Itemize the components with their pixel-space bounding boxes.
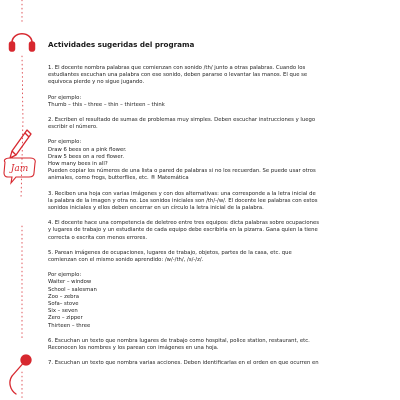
example-line: How many bees in all? (48, 161, 108, 168)
example-line: Waiter – window (48, 279, 92, 286)
activity-3-line: la palabra de la imagen y otra no. Los sonidos iniciales son /th/-/w/. El docente lee palabras con estos (48, 197, 318, 204)
activity-3-line: sonidos iniciales y ellos deben encerrar en un círculo la letra inicial de la palabra. (48, 205, 264, 212)
activity-2 (48, 117, 390, 131)
headphones-icon (10, 34, 35, 51)
microphone-icon (10, 355, 31, 394)
activity-5-line: 5. Parean imágenes de ocupaciones, lugares de trabajo, objetos, partes de la casa, etc. que (48, 249, 292, 256)
activity-5 (48, 250, 390, 264)
activity-3-line: 3. Reciben una hoja con varias imágenes y con dos alternativas: una corresponde a la letra inicial de (48, 190, 316, 197)
activity-2-line: 2. Escriben el resultado de sumas de problemas muy simples. Deben escuchar instrucciones y luego (48, 117, 316, 124)
example-line: Sofa– stove (48, 301, 79, 308)
activity-6-line: Reconocen los nombres y los parean con imágenes en una hoja. (48, 345, 219, 352)
bubble-text: Jam (10, 164, 29, 174)
example-line: Zoo – zebra (48, 293, 79, 300)
example-line: Draw 6 bees on a pink flower. (48, 146, 127, 153)
example-text: Thumb – this – three – thin – thirteen – think (48, 101, 165, 108)
activity-4-line: 4. El docente hace una competencia de deletreo entre tres equipos: dicta palabras sobre ocupaciones (48, 220, 320, 227)
example-line: Zero – zipper (48, 315, 83, 322)
example-line: School – salesman (48, 286, 97, 293)
document-body (48, 40, 390, 376)
activity-1 (48, 65, 390, 87)
example-line: Thirteen – three (48, 322, 91, 329)
activity-1-example (48, 95, 390, 109)
example-line: Six – seven (48, 308, 78, 315)
speech-bubble-icon (4, 158, 35, 183)
example-label: Por ejemplo: (48, 139, 82, 146)
dotted-guide-line (21, 0, 23, 400)
activity-6-line: 6. Escuchan un texto que nombra lugares de trabajo como hospital, police station, restaurant, etc. (48, 337, 310, 344)
example-line: animales, como frogs, butterflies, etc. ® Matemática (48, 175, 189, 182)
activity-2-line: escribir el número. (48, 124, 98, 131)
activity-3 (48, 191, 390, 213)
example-label: Por ejemplo: (48, 94, 82, 101)
example-line: Draw 5 bees on a red flower. (48, 153, 125, 160)
activity-4-line: correcta o escrita con menos errores. (48, 234, 148, 241)
decorative-margin (0, 0, 40, 400)
activity-4 (48, 220, 390, 242)
activity-1-line: 1. El docente nombra palabras que comienzan con sonido /th/ junto a otras palabras. Cuando los (48, 65, 306, 71)
activity-7 (48, 360, 390, 367)
activity-4-line: y lugares de trabajo y un estudiante de cada equipo debe escribirla en la pizarra. Gana quien la tiene (48, 227, 318, 234)
activity-5-example (48, 272, 390, 330)
activity-1-line: equivoca pierde y no sigue jugando. (48, 79, 145, 86)
activity-2-example (48, 139, 390, 182)
example-line: Pueden copiar los números de una lista o pared de palabras si no los recuerdan. Se puede usar otros (48, 168, 316, 175)
activity-1-line: estudiantes escuchan una palabra con ese sonido, deben pararse o levantar las manos. El que se (48, 72, 308, 79)
activity-5-line: comienzan con el mismo sonido aprendido: /w/-/th/, /s/-/z/. (48, 257, 204, 264)
activity-7-line: 7. Escuchan un texto que nombra varias acciones. Deben identificarlas en el orden en que ocurren en (48, 360, 319, 367)
pencil-icon (10, 130, 31, 158)
document-title: Actividades sugeridas del programa (48, 40, 195, 49)
activity-6 (48, 338, 390, 352)
example-label: Por ejemplo: (48, 272, 82, 279)
